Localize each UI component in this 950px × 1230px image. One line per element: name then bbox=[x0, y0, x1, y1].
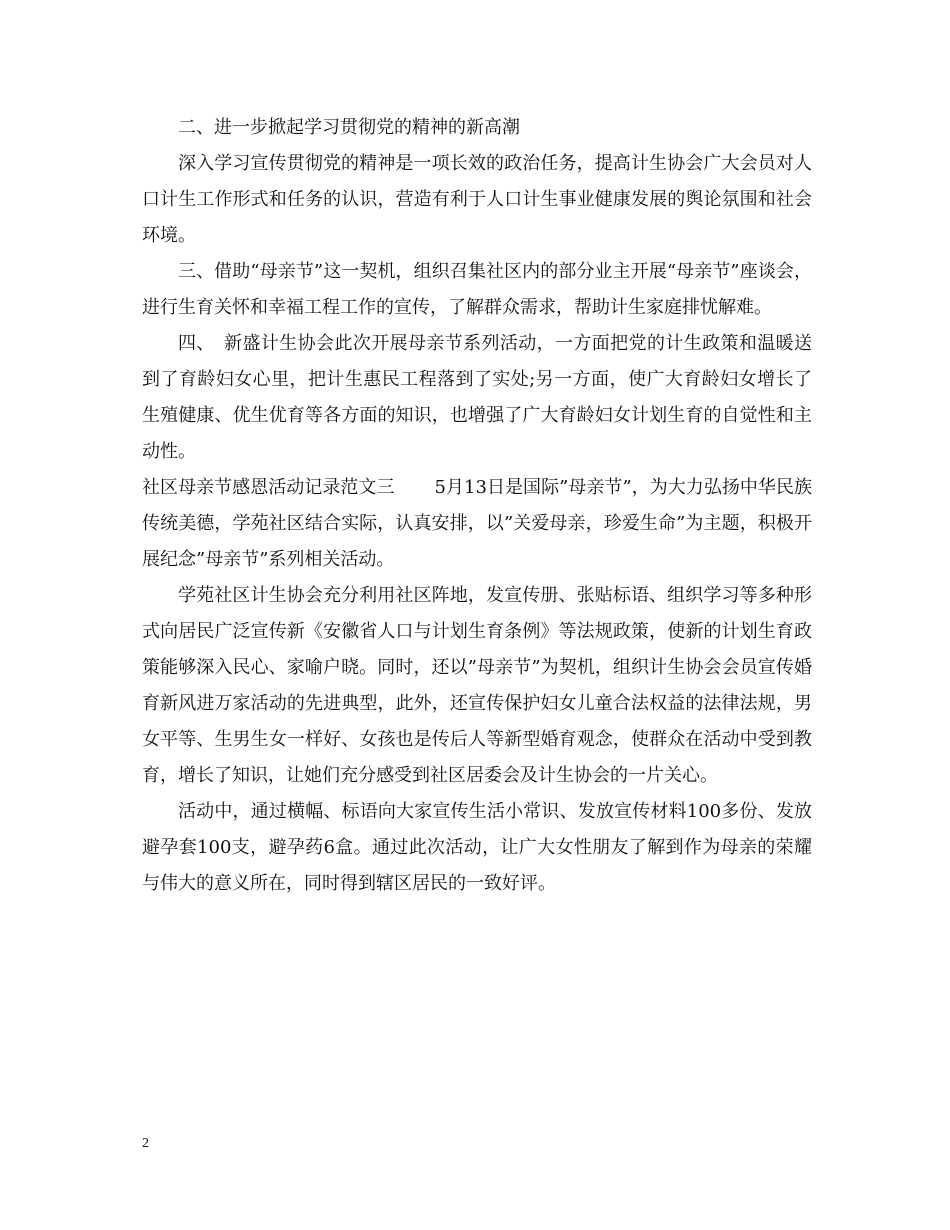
paragraph-activity-results: 活动中，通过横幅、标语向大家宣传生活小常识、发放宣传材料100多份、发放避孕套100支，避孕药6盒。通过此次活动，让广大女性朋友了解到作为母亲的荣耀与伟大的意义所在，同时得到辖区居民的一致好评。 bbox=[142, 801, 812, 894]
paragraph-study-task: 深入学习宣传贯彻党的精神是一项长效的政治任务，提高计生协会广大会员对人口计生工作形式和任务的认识，营造有利于人口计生事业健康发展的舆论氛围和社会环境。 bbox=[142, 153, 812, 246]
page-number: 2 bbox=[142, 1136, 149, 1151]
paragraph-xinsheng-activities: 四、 新盛计生协会此次开展母亲节系列活动，一方面把党的计生政策和温暖送到了育龄妇女心里，把计生惠民工程落到了实处;另一方面，使广大育龄妇女增长了生殖健康、优生优育等各方面的知识，也增强了广大育龄妇女计划生育的自觉性和主动性。 bbox=[142, 333, 812, 462]
paragraph-mothers-day-forum: 三、借助“母亲节”这一契机，组织召集社区内的部分业主开展“母亲节”座谈会，进行生育关怀和幸福工程工作的宣传，了解群众需求，帮助计生家庭排忧解难。 bbox=[142, 261, 812, 318]
paragraph-xueyuan-publicity: 学苑社区计生协会充分利用社区阵地，发宣传册、张贴标语、组织学习等多种形式向居民广泛宣传新《安徽省人口与计划生育条例》等法规政策，使新的计划生育政策能够深入民心、家喻户晓。同时，还以”母亲节”为契机，组织计生协会会员宣传婚育新风进万家活动的先进典型，此外，还宣传保护妇女儿童合法权益的法律法规，男女平等、生男生女一样好、女孩也是传后人等新型婚育观念，使群众在活动中受到教育，增长了知识，让她们充分感受到社区居委会及计生协会的一片关心。 bbox=[142, 585, 812, 786]
sample-three-intro: 5月13日是国际”母亲节”，为大力弘扬中华民族传统美德，学苑社区结合实际，认真安排，以”关爱母亲，珍爱生命”为主题，积极开展纪念”母亲节”系列相关活动。 bbox=[142, 477, 812, 570]
sample-three-title: 社区母亲节感恩活动记录范文三 bbox=[142, 477, 395, 498]
document-body bbox=[142, 110, 812, 902]
paragraph-sample-three bbox=[142, 470, 812, 578]
heading-section-two: 二、进一步掀起学习贯彻党的精神的新高潮 bbox=[178, 117, 520, 138]
